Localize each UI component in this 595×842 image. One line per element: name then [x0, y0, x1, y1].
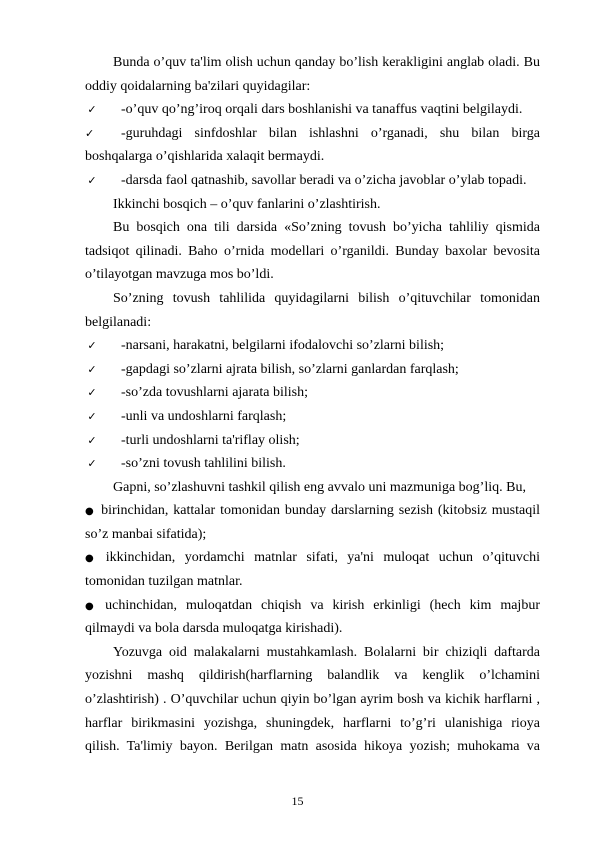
text-line: qilmaydi va bola darsda muloqatga kirishadi). [85, 621, 343, 637]
text-line: yozishni mashq qildirish(harflarning balandlik va kenglik o’lchamini [85, 668, 540, 684]
check-icon: ✓ [87, 339, 97, 353]
text-line: o’zlashtirish) . O’quvchilar uchun qiyin bo’lgan ayrim bosh va kichik harflarni , [85, 692, 540, 708]
text-line: oddiy qoidalarning ba'zilari quyidagilar: [85, 78, 311, 94]
check-icon: ✓ [87, 173, 97, 187]
checklist-item: ✓ -darsda faol qatnashib, savollar beradi va o’zicha javoblar o’ylab topadi. [85, 169, 540, 193]
text-line: belgilanadi: [85, 314, 152, 330]
check-icon: ✓ [87, 103, 97, 117]
text-line: qilish. Ta'limiy bayon. Berilgan matn asosida hikoya yozish; muhokama va [85, 739, 540, 755]
check-icon: ✓ [87, 409, 97, 423]
checklist-item: ✓ -guruhdagi sinfdoshlar bilan ishlashni o’rganadi, shu bilan birga [85, 122, 540, 146]
section-heading: Ikkinchi bosqich – o’quv fanlarini o’zlashtirish. [113, 196, 381, 212]
text-line: So’zning tovush tahlilida quyidagilarni bilish o’qituvchilar tomonidan [113, 290, 540, 306]
text-line: Bu bosqich ona tili darsida «So’zning tovush bo’yicha tahliliy qismida [113, 220, 540, 236]
page-number: 15 [291, 794, 304, 808]
bullet-icon: ● [85, 553, 100, 565]
check-icon: ✓ [87, 386, 97, 400]
check-icon: ✓ [85, 126, 95, 140]
bullet-item: ● ikkinchidan, yordamchi matnlar sifati, ya'ni muloqat uchun o’qituvchi [85, 550, 540, 566]
text-line: so’z manbai sifatida); [85, 526, 207, 542]
text-line: o’tilayotgan mavzuga mos bo’ldi. [85, 267, 274, 283]
checklist-item: ✓ -o’quv qo’ng’iroq orqali dars boshlanishi va tanaffus vaqtini belgilaydi. [85, 98, 540, 122]
text-line: tomonidan tuzilgan matnlar. [85, 574, 243, 590]
checklist-item: ✓ -gapdagi so’zlarni ajrata bilish, so’zlarni ganlardan farqlash; [85, 358, 540, 382]
text-line: tadsiqot qilinadi. Baho o’rnida modellari o’rganildi. Bunday baxolar bevosita [85, 243, 540, 259]
check-icon: ✓ [87, 362, 97, 376]
text-line: Yozuvga oid malakalarni mustahkamlash. Bolalarni bir chiziqli daftarda [113, 644, 540, 660]
text-line: Bunda o’quv ta'lim olish uchun qanday bo’lish kerakligini anglab oladi. Bu [113, 55, 540, 70]
bullet-icon: ● [85, 506, 96, 518]
checklist-item: ✓ -turli undoshlarni ta'riflay olish; [85, 429, 540, 453]
checklist-item: ✓ -unli va undoshlarni farqlash; [85, 405, 540, 429]
bullet-icon: ● [85, 600, 100, 612]
bullet-item: ● uchinchidan, muloqatdan chiqish va kirish erkinligi (hech kim majbur [85, 597, 540, 613]
text-line: boshqalarga o’qishlarida xalaqit bermaydi. [85, 149, 325, 165]
text-line: Gapni, so’zlashuvni tashkil qilish eng avvalo uni mazmuniga bog’liq. Bu, [113, 479, 526, 495]
page-body [85, 51, 540, 759]
checklist-item: ✓ -so’zda tovushlarni ajarata bilish; [85, 381, 540, 405]
checklist-item: ✓ -so’zni tovush tahlilini bilish. [85, 452, 540, 476]
bullet-item: ● birinchidan, kattalar tomonidan bunday darslarning sezish (kitobsiz mustaqil [85, 503, 540, 519]
check-icon: ✓ [87, 433, 97, 447]
checklist-item: ✓ -narsani, harakatni, belgilarni ifodalovchi so’zlarni bilish; [85, 334, 540, 358]
check-icon: ✓ [87, 457, 97, 471]
text-line: harflar birikmasini yozishga, shuningdek, harflarni to’g’ri ulanishiga rioya [85, 715, 540, 731]
